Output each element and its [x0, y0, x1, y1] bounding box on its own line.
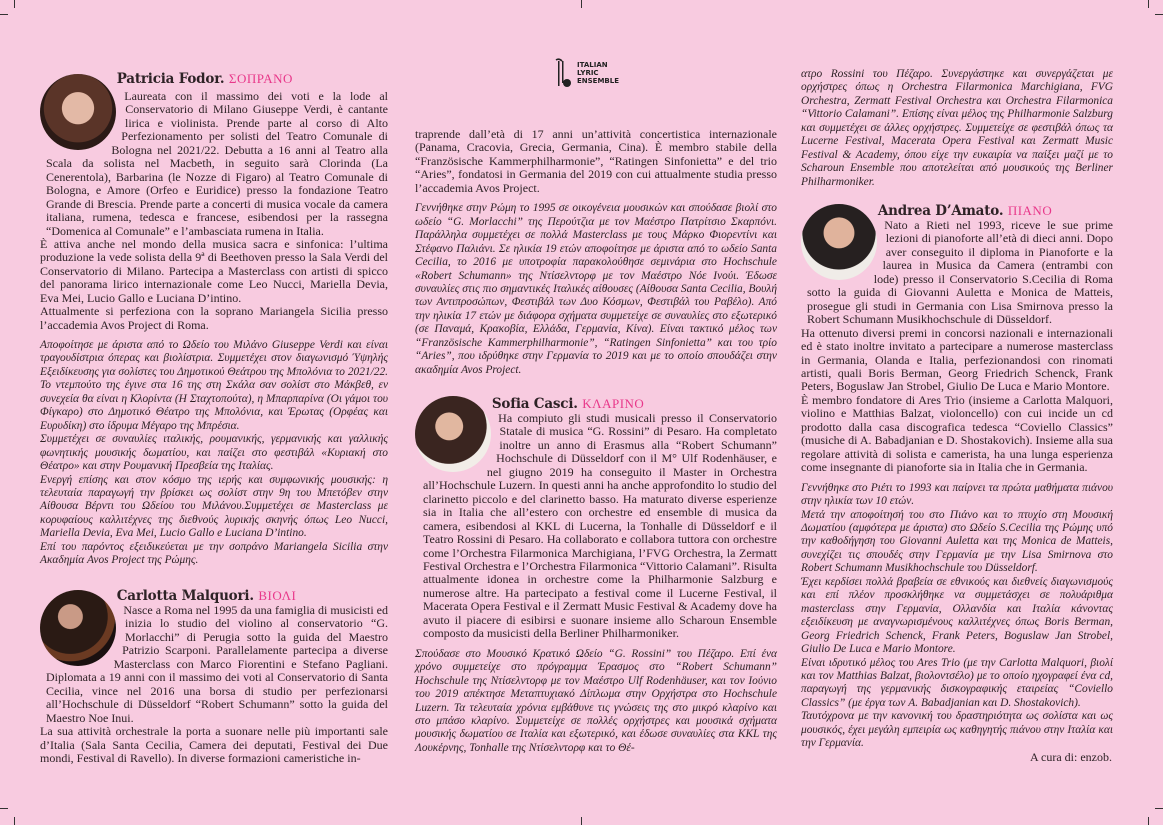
bio-paragraph-it: Nasce a Roma nel 1995 da una famiglia di musicisti ed inizia lo studio del violino al conservatorio “G. Morlacchi” di Perugia sotto la guida del Maestro Patrizio Scarponi. Parallelamente partecipa a diverse Masterclass con Marco Fiorentini e Stefano Pagliani. Diplomata a 19 anni con il massimo dei voti al Conservatorio di Santa Cecilia, vince nel 2016 una borsa di studio per perfezionarsi all’Hochschule di Düsseldorf “Robert Schumann” sotto la guida del Maestro Noe Inui.: [46, 603, 388, 725]
bio-paragraph-it: traprende dall’età di 17 anni un’attività concertistica internazionale (Panama, Cracovia, Grecia, Germania, Cina). È membro stabile della “Französische Kammerphilharmonie”, “Ratingen Sinfonietta” e del trio “Aries”, fondatosi in Germania del 2019 con cui attualmente studia presso l’accademia Avos Project.: [415, 127, 777, 195]
bio-paragraph-gr: Σπούδασε στο Μουσικό Κρατικό Ωδείο “G. Rossini” του Πέζαρο. Επί ένα χρόνο συμμετείχε στο πρόγραμμα Έρασμος στο “Robert Schumann” Hochschule της Ντίσελντορφ με τον Μαέστρο Ulf Rodenhäuser, και τον Ιούνιο του 2019 απέκτησε Μεταπτυχιακό Δίπλωμα στην Ορχήστρα στο Hochschule Luzern. Τα τελευταία χρόνια εμβάθυνε τις γνώσεις της στο μικρό κλαρίνο και στο μπάσο κλαρίνο. Συμμετείχε σε πολλές ορχήστρες και μουσικά σχήματα μουσικής δωματίου σε Ιταλία και εξωτερικό, και έδωσε συναυλίες στα KKL της Λουκέρνης, Tonhalle της Ντίσελντορφ και το Θέ-: [415, 647, 777, 754]
patricia-portrait-photo: [40, 74, 116, 150]
center-crop-mark: [581, 0, 582, 8]
note-logo-icon: [553, 58, 573, 88]
credit-line: A cura di: enzob.: [1030, 750, 1112, 764]
bio-paragraph-gr: Γεννήθηκε στην Ρώμη το 1995 σε οικογένεια μουσικών και σπούδασε βιολί στο ωδείο “G. Morlacchi” της Περούτζια με τον Μαέστρο Πατρίτσιο Σκαρπόνι. Παράλληλα συμμετέχει σε πολλά Masterclass με τους Μάρκο Φιορεντίνι και Στέφανο Παλιάνι. Σε ηλικία 19 ετών αποφοίτησε με άριστα από το ωδείο Santa Cecilia, το 2016 με υποτροφία παρακολούθησε σεμινάρια στο Hochschule «Robert Schumann» της Ντίσελντορφ με τον Μαέστρο Νόε Ινούι. Έδωσε συναυλίες στις πιο σημαντικές Ιταλικές αίθουσες (Αίθουσα Santa Cecilia, Βουλή των Αντιπροσώπων, Φεστιβάλ των Δυο Κόσμων, Φεστιβάλ του Ραβέλο). Από την ηλικία 17 ετών με διάφορα σχήματα συμμετείχε σε συναυλίες στο εξωτερικό (σε Παναμά, Κρακοβία, Ελλάδα, Γερμανία, Κίνα). Είναι τακτικό μέλος των “Französische Kammerphilharmonie”, “Ratingen Sinfonietta” και του τρίο “Aries”, που ιδρύθηκε στην Γερμανία το 2019 και με το οποίο σπουδάζει στην ακαδημία Avos Project.: [415, 202, 777, 376]
crop-mark: [14, 0, 15, 8]
bio-paragraph-gr: Γεννήθηκε στο Ριέτι το 1993 και παίρνει τα πρώτα μαθήματα πιάνου στην ηλικία των 10 ετών.: [801, 481, 1113, 508]
logo-text-line: ENSEMBLE: [577, 77, 620, 85]
artist-name: Carlotta Malquori.: [116, 588, 254, 604]
bio-paragraph-it: La sua attività orchestrale la porta a suonare nelle più importanti sale d’Italia (Sala Santa Cecilia, Camera dei deputati, Festival dei Due mondi, Festival di Ravello). In diverse formazioni cameristiche in-: [40, 724, 388, 765]
andrea-portrait-photo: [801, 204, 877, 280]
crop-mark: [0, 808, 8, 809]
bio-paragraph-gr: Είναι ιδρυτικό μέλος του Ares Trio (με την Carlotta Malquori, βιολί και τον Matthias Balzat, βιολοντσέλο) με το οποίο ηχογραφεί ένα cd, παραγωγή της γερμανικής δισκογραφικής εταιρείας “Coviello Classics” (με έργα των A. Babadjanian και D. Shostakovich).: [801, 656, 1113, 709]
logo-text-line: ITALIAN: [577, 61, 608, 69]
bio-paragraph-gr: Αποφοίτησε με άριστα από το Ωδείο του Μιλάνο Giuseppe Verdi και είναι τραγουδίστρια όπερας και βιολίστρια. Συμμετέχει στον διαγωνισμό Ύψηλής Εξειδίκευσης για σολίστες του Δημοτικού Θεάτρου της Μπολόνια το 2021/22. Το ντεμπούτο της έγινε στα 16 της στη Σκάλα σαν σολίστ στο Μάκβεθ, εν συνεχεία θα είναι η Κλορίντα (Η Σταχτοπούτα), η Μπαρπαρίνα (Οι γάμοι του Φίγκαρο) στο Δημοτικό Θέατρο της Μπολόνια, και Έρωτας (Ορφέας και Ευρυδίκη) στο ίδρυμα Μέγαρο της Μπρέσια.: [40, 339, 388, 432]
bio-sofia-casci: [415, 396, 777, 755]
bio-andrea-damato: [801, 203, 1113, 751]
crop-mark: [1155, 808, 1163, 809]
carlotta-portrait-photo: [40, 590, 116, 666]
bio-paragraph-it: È attiva anche nel mondo della musica sacra e sinfonica: l’ultima produzione la vede solista della 9ª di Beethoven presso la Sala Verdi del Conservatorio di Milano. Partecipa a Masterclass con artisti di spicco del panorama lirico internazionale come Leo Nucci, Mariella Devia, Eva Mei, Lucio Gallo e Luciana D’intino.: [40, 236, 388, 305]
bio-patricia-fodor: [40, 71, 388, 332]
bio-paragraph-it: Nato a Rieti nel 1993, riceve le sue prime lezioni di pianoforte all’età di dieci anni. Dopo aver conseguito il diploma in Pianoforte e la laurea in Musica da Camera (entrambi con lode) presso il Conservatorio S.Cecilia di Roma sotto la guida di Giovanni Auletta e Monica de Matteis, prosegue gli studi in Germania con Lisa Smirnova presso la Robert Schumann Musikhochschule di Düsseldorf.: [807, 218, 1113, 327]
bio-carlotta-malquori-cont: [415, 128, 777, 377]
bio-paragraph-it: Laureata con il massimo dei voti e la lode al Conservatorio di Milano Giuseppe Verdi, è cantante lirica e violinista. Prende parte al corso di Alto Perfezionamento per solisti del Teatro Comunale di Bologna nel 2021/22. Debutta a 16 anni al Teatro alla Scala da solista nel Macbeth, in seguito sarà Clorinda (La Cenerentola), Barbarina (le Nozze di Figaro) al Teatro Comunale di Bologna, e Amore (Orfeo e Euridice) presso la fondazione Teatro Grande di Brescia. Prende parte a concerti di musica vocale da camera italiana, rumena, tedesca e francese, esibendosi per la rassegna “Domenica al Comunale” e l’ambasciata rumena in Italia.: [46, 89, 388, 238]
artist-instrument: ΚΛΑΡΙΝΟ: [582, 396, 645, 411]
bio-paragraph-gr: Έχει κερδίσει πολλά βραβεία σε εθνικούς και διεθνείς διαγωνισμούς και επί πλέον προσκλήθηκε να συμμετάσχει σε πολυάριθμα masterclass στην Γερμανία, Ολλανδία και Ιταλία κάνοντας εξειδίκευση με αναγνωρισμένους καλλιτέχνες όπως Boris Berman, Georg Friedrich Schenck, Frank Peters, Boguslaw Jan Strobel, Giulio De Luca e Mario Montore.: [801, 575, 1113, 656]
artist-name: Andrea D’Amato.: [877, 203, 1004, 219]
artist-instrument: ΣΟΠΡΑΝΟ: [228, 71, 293, 86]
bio-paragraph-it: Attualmente si perfeziona con la soprano Mariangela Sicilia presso l’accademia Avos Project di Roma.: [40, 304, 388, 332]
crop-mark: [1148, 0, 1149, 8]
bio-paragraph-gr: Ταυτόχρονα με την κανονική του δραστηριότητα ως σολίστα και ως μουσικός, έχει μεγάλη εμπειρία ως καθηγητής πιάνου στην Ιταλία και την Γερμανία.: [801, 710, 1113, 750]
bio-sofia-casci-greek-cont: [801, 68, 1113, 189]
center-crop-mark: [581, 817, 582, 825]
bio-paragraph-it: Ha compiuto gli studi musicali presso il Conservatorio Statale di musica “G. Rossini” di Pesaro. Ha completato inoltre un anno di Erasmus alla “Robert Schumann” Hochschule di Düsseldorf con il M° Ulf Rodenhäuser, e nel giugno 2019 ha conseguito il Master in Orchestra all’Hochschule Luzern. In questi anni ha anche approfondito lo studio del clarinetto piccolo e del clarinetto basso. Ha maturato diverse esperienze sia in Italia che all’estero con orchestre ed ensemble di musica da camera, esibendosi al KKL di Lucerna, la Tonhalle di Düsseldorf e il Teatro Rossini di Pesaro. Ha collaborato e collabora tuttora con orchestre come l’Orchestra Filarmonica Marchigiana, l’FVG Orchestra, la Zermatt Festival Orchestra e l’Orchestra Filarmonica “Vittorio Calamani”. Risulta attualmente idonea in orchestre come la Philharmonie Salzburg e numerose altre. Ha partecipato a festival come il Lucerne Festival, il Macerata Opera Festival e il Zermatt Music Festival & Academy dove ha avuto il piacere di esibirsi e suonare insieme allo Scharoun Ensemble composto da musicisti della Berliner Philharmoniker.: [423, 411, 777, 641]
bio-patricia-fodor-greek: [40, 339, 388, 568]
crop-mark: [0, 14, 8, 15]
logo-text-line: LYRIC: [577, 69, 599, 77]
crop-mark: [1148, 817, 1149, 825]
sofia-portrait-photo: [415, 396, 491, 472]
bio-paragraph-gr: ατρο Rossini του Πέζαρο. Συνεργάστηκε και συνεργάζεται με ορχήστρες όπως η Orchestra Filarmonica Marchigiana, FVG Orchestra, Zermatt Festival Orchestra και Orchestra Filarmonica “Vittorio Calamani”. Επίσης είναι μέλος της Philharmonie Salzburg και συμμετέχει σε άλλες ορχήστρες. Συμμετείχε σε φεστιβάλ όπως τα Lucerne Festival, Macerata Opera Festival και Zermatt Music Festival & Academy, όπου είχε την ευκαιρία να παίξει μαζί με το Scharoun Ensemble που αποτελείται από μουσικούς της Berliner Philharmoniker.: [801, 68, 1113, 188]
bio-paragraph-gr: Ενεργή επίσης και στον κόσμο της ιερής και συμφωνικής μουσικής: η τελευταία παραγωγή την βρίσκει ως σολίστ στην 9η του Μπετόβεν στην Αίθουσα Βέρντι του Ωδείου του Μιλάνου.Συμμετέχει σε Masterclass με κορυφαίους καλλιτέχνες της διεθνούς λυρικής σκηνής όπως Leo Nucci, Mariella Devia, Eva Mei, Lucio Gallo e Luciana D’intino.: [40, 473, 388, 540]
crop-mark: [1155, 14, 1163, 15]
bio-paragraph-gr: Μετά την αποφοίτησή του στο Πιάνο και το πτυχίο στη Μουσική Δωματίου (αμφότερα με άριστα) στο Ωδείο S.Cecilia της Ρώμης υπό την καθοδήγηση του Giovanni Auletta και της Monica de Matteis, συνεχίζει τις σπουδές στην Γερμανία με την Lisa Smirnova στο Robert Schumann Musikhochschule του Düsseldorf.: [801, 508, 1113, 575]
artist-name: Patricia Fodor.: [116, 71, 225, 87]
bio-paragraph-gr: Συμμετέχει σε συναυλίες ιταλικής, ρουμανικής, γερμανικής και γαλλικής φωνητικής μουσικής δωματίου, και παίζει στο φεστιβάλ «Κυριακή στο Θέατρο» και στην Ρουμανική Πρεσβεία της Ιταλίας.: [40, 433, 388, 473]
bio-carlotta-malquori: [40, 588, 388, 765]
crop-mark: [14, 817, 15, 825]
bio-paragraph-gr: Επί του παρόντος εξειδικεύεται με την σοπράνο Mariangela Sicilia στην Ακαδημία Avos Project της Ρώμης.: [40, 540, 388, 567]
italian-lyric-ensemble-logo: [553, 58, 619, 88]
artist-instrument: ΠΙΑΝΟ: [1007, 203, 1053, 218]
bio-paragraph-it: Ha ottenuto diversi premi in concorsi nazionali e internazionali ed è stato inoltre invitato a partecipare a numerose masterclass in Germania, Olanda e Italia, perfezionandosi con rinomati artisti, quali Boris Berman, Georg Friedrich Schenck, Frank Peters, Boguslaw Jan Strobel, Giulio De Luca e Mario Montore.: [801, 325, 1113, 394]
artist-name: Sofia Casci.: [491, 396, 578, 412]
bio-paragraph-it: È membro fondatore di Ares Trio (insieme a Carlotta Malquori, violino e Matthias Balzat, violoncello) con cui incide un cd prodotto dalla casa discografica tedesca “Coviello Classics” (musiche di A. Babadjanian e D. Shostakovich). Insieme alla sua regolare attività di solista e camerista, ha una lunga esperienza come insegnante di pianoforte sia in Italia che in Germania.: [801, 392, 1113, 475]
artist-instrument: ΒΙΟΛΙ: [258, 588, 297, 603]
